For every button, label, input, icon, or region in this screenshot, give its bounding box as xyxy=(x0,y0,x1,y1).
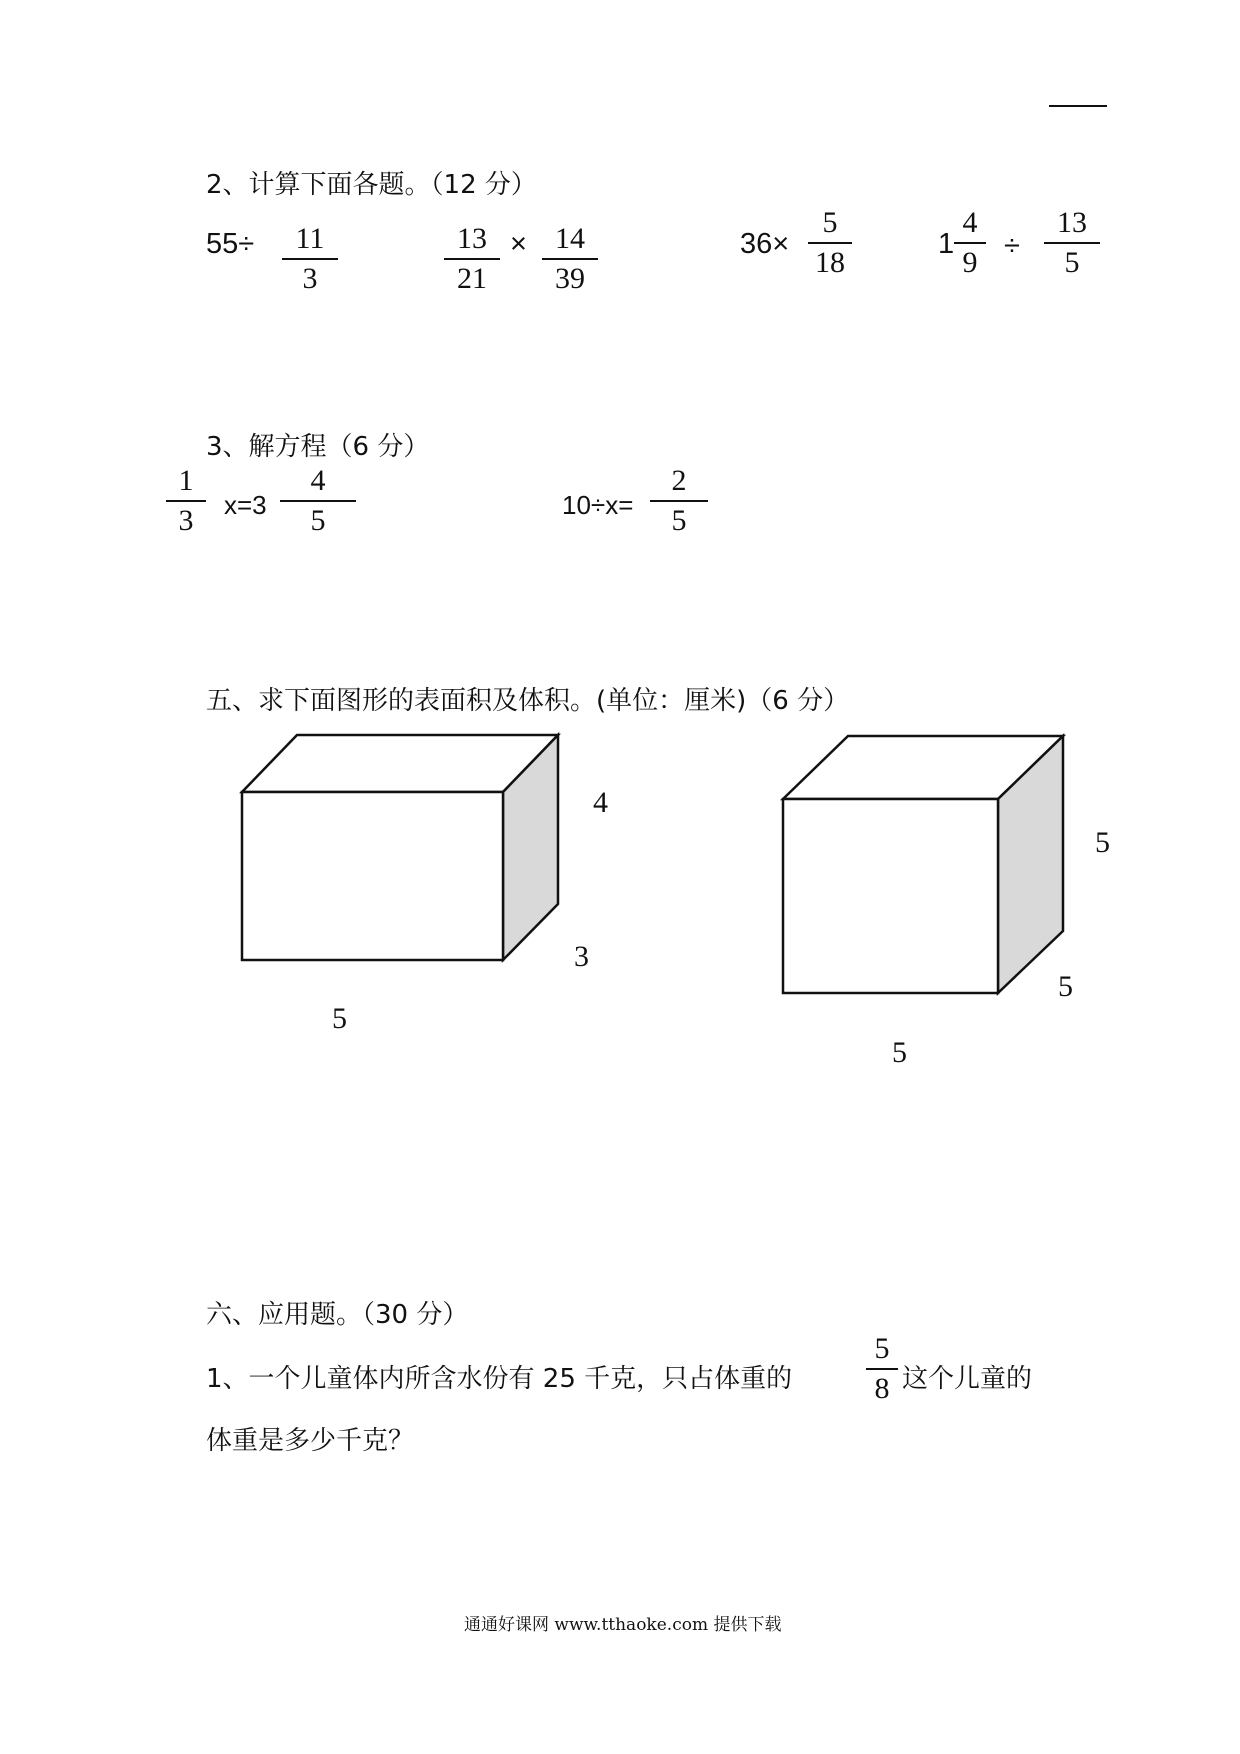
question1-text-line2: 体重是多少千克？ xyxy=(206,1426,415,1456)
problem1-prefix: 55÷ xyxy=(206,228,255,260)
fraction-numerator: 4 xyxy=(962,206,978,239)
cuboid-2-depth-label: 5 xyxy=(1058,970,1073,1003)
equation2-prefix: 10÷x= xyxy=(562,490,634,520)
cuboid-2-front-face xyxy=(783,799,998,993)
cuboid-1-front-face xyxy=(242,792,503,960)
fraction-denominator: 3 xyxy=(302,262,318,295)
fraction-numerator: 13 xyxy=(457,222,487,255)
fraction-denominator: 9 xyxy=(962,246,978,279)
fraction-denominator: 5 xyxy=(310,504,326,537)
fraction-denominator: 18 xyxy=(815,246,845,279)
fraction-denominator: 5 xyxy=(671,504,687,537)
problem4-operator: ÷ xyxy=(1004,230,1020,262)
fraction-numerator: 13 xyxy=(1057,206,1087,239)
cuboid-1-depth-label: 3 xyxy=(574,940,589,973)
fraction-denominator: 39 xyxy=(555,262,585,295)
section5-heading: 五、求下面图形的表面积及体积。(单位：厘米)（6 分） xyxy=(206,686,850,716)
cuboid-2 xyxy=(783,736,1063,993)
fraction-bar xyxy=(866,1368,898,1370)
fraction-denominator: 5 xyxy=(1064,246,1080,279)
question1-fraction xyxy=(866,1334,898,1404)
cuboid-2-height-label: 5 xyxy=(1095,826,1110,859)
section6-heading: 六、应用题。（30 分） xyxy=(206,1300,469,1330)
fraction-numerator: 4 xyxy=(310,464,326,497)
cuboid-1 xyxy=(242,735,558,960)
fraction-numerator: 5 xyxy=(822,206,838,239)
fraction-denominator: 3 xyxy=(178,504,194,537)
fraction-numerator: 5 xyxy=(874,1332,890,1365)
question1-text-part2: 这个儿童的 xyxy=(902,1364,1033,1394)
fraction-numerator: 1 xyxy=(178,464,194,497)
footer-credit: 通通好课网 www.tthaoke.com 提供下载 xyxy=(464,1615,782,1635)
fraction-denominator: 21 xyxy=(457,262,487,295)
fraction-numerator: 2 xyxy=(671,464,687,497)
question1-text-part1: 1、一个儿童体内所含水份有 25 千克，只占体重的 xyxy=(206,1364,793,1394)
cuboid-1-length-label: 5 xyxy=(332,1002,347,1035)
fraction-numerator: 11 xyxy=(295,222,325,255)
section2-heading: 2、计算下面各题。（12 分） xyxy=(206,170,537,200)
section3-heading: 3、解方程（6 分） xyxy=(206,432,430,462)
cuboid-2-length-label: 5 xyxy=(892,1036,907,1069)
problem4-whole: 1 xyxy=(938,228,955,260)
cuboid-1-height-label: 4 xyxy=(593,786,608,819)
problem2-operator: × xyxy=(510,228,527,260)
fraction-denominator: 8 xyxy=(874,1372,890,1405)
equation1-middle: x=3 xyxy=(224,490,267,520)
problem3-prefix: 36× xyxy=(740,228,790,260)
fraction-numerator: 14 xyxy=(555,222,585,255)
